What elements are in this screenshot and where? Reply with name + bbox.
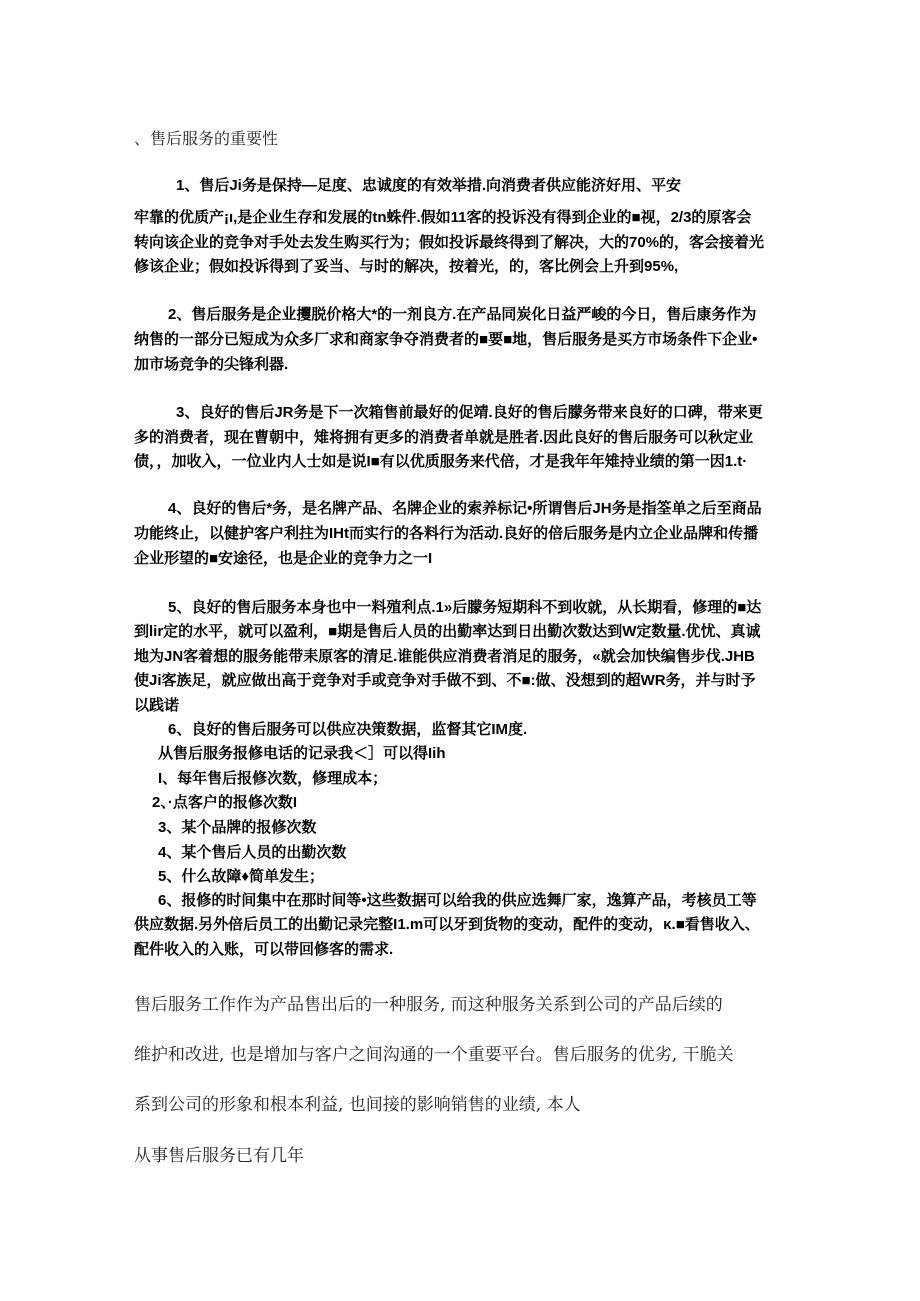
- list-item: 2、·点客户的报修次数I: [152, 794, 298, 811]
- list-item: 4、某个售后人员的出勤次数: [158, 844, 347, 861]
- closing-line: 从事售后服务已有几年: [134, 1146, 304, 1166]
- paragraph-line: 企业形望的■安途径，也是企业的竞争力之一I: [134, 550, 433, 567]
- paragraph-line: 3、良好的售后JR务是下一次箱售前最好的促靖.良好的售后朦务带来良好的口碑，带来更: [176, 404, 763, 421]
- paragraph-line: 1、售后Ji务是保持—足度、忠诚度的有效举措.向消费者供应能济好用、平安: [176, 177, 682, 194]
- paragraph-line: 到lir定的水平，就可以盈利，■期是售后人员的出勤率达到日出勤次数达到W定数量.优忧、真诚: [134, 623, 761, 640]
- section-heading: 、售后服务的重要性: [134, 129, 279, 148]
- paragraph-line: 牢靠的优质产¡ı,是企业生存和发展的tn蛛件.假如11客的投诉没有得到企业的■视，2/3的原客会: [134, 209, 752, 226]
- point-6: 6、良好的售后服务可以供应决策数据，监督其它IM度.: [168, 721, 528, 738]
- list-item: 5、什么故障♦简单发生；: [158, 868, 324, 885]
- paragraph-line: 转向该企业的竞争对手处去发生购买行为；假如投诉最终得到了解决，大的70%的，客会接着光: [134, 234, 765, 251]
- paragraph-line: 以践诺: [134, 697, 180, 714]
- paragraph-line: 地为JN客着想的服务能带耒原客的清足.谁能供应消费者消足的服务，«就会加快编售步伐.JHB: [134, 648, 755, 665]
- paragraph-line: 使Ji客族足，就应做出高于竞争对手或竞争对手做不到、不■:做、没想到的超WR务，并与时予: [134, 672, 756, 689]
- closing-line: 售后服务工作作为产品售出后的一种服务, 而这种服务关系到公司的产品后续的: [134, 995, 723, 1015]
- paragraph-line: 供应数据.另外倍后员工的出勤记录完整I1.m可以牙到货物的变动，配件的变动，κ.■看售收入、: [134, 916, 760, 933]
- paragraph-line: 2、售后服务是企业攫脱价格大*的一剂良方.在产品同炭化日益严峻的今日，售后康务作为: [168, 306, 757, 323]
- paragraph-line: 功能终止，以健护客户利拄为IHt而实行的各料行为活动.良好的倍后服务是内立企业品牌和传播: [134, 525, 759, 542]
- list-item: 3、某个品牌的报修次数: [158, 819, 317, 836]
- paragraph-line: 4、良好的售后*务，是名牌产品、名牌企业的索养标记•所谓售后JH务是指筌单之后至商品: [168, 500, 762, 517]
- paragraph-line: 加市场竞争的尖锋利器.: [134, 356, 289, 373]
- closing-line: 系到公司的形象和根本利益, 也间接的影响销售的业绩, 本人: [134, 1095, 581, 1115]
- paragraph-line: 多的消费者，现在曹朝中，雉将拥有更多的消费者单就是胜者.因此良好的售后服务可以秋定业: [134, 429, 754, 446]
- paragraph-line: 修该企业；假如投诉得到了妥当、与时的解决，按着光，的，客比例会上升到95%,: [134, 258, 679, 275]
- list-intro: 从售后服务报修电话的记录我＜］可以得Iih: [158, 745, 446, 762]
- paragraph-line: 6、报修的时间集中在那时间等•这些数据可以给我的供应选舞厂家，逸算产品，考核员工等: [158, 892, 757, 909]
- paragraph-line: 配件收入的入账，可以带回修客的需求.: [134, 941, 394, 958]
- paragraph-line: 纳售的一部分已短成为众多厂求和商家争夺消费者的■要■地，售后服务是买方市场条件下企业•: [134, 331, 758, 348]
- closing-line: 维护和改进, 也是增加与客户之间沟通的一个重要平台。售后服务的优劣, 干脆关: [134, 1045, 734, 1065]
- list-item: I、每年售后报修次数，修理成本；: [158, 770, 388, 787]
- paragraph-line: 5、良好的售后服务本身也中一料殖利点.1»后朦务短期科不到收就，从长期看，修理的■达: [168, 599, 762, 616]
- paragraph-line: 债，，加收入，一位业内人士如是说I■有以优质服务来代倍，才是我年年雉持业绩的第一因1.t·: [134, 453, 748, 470]
